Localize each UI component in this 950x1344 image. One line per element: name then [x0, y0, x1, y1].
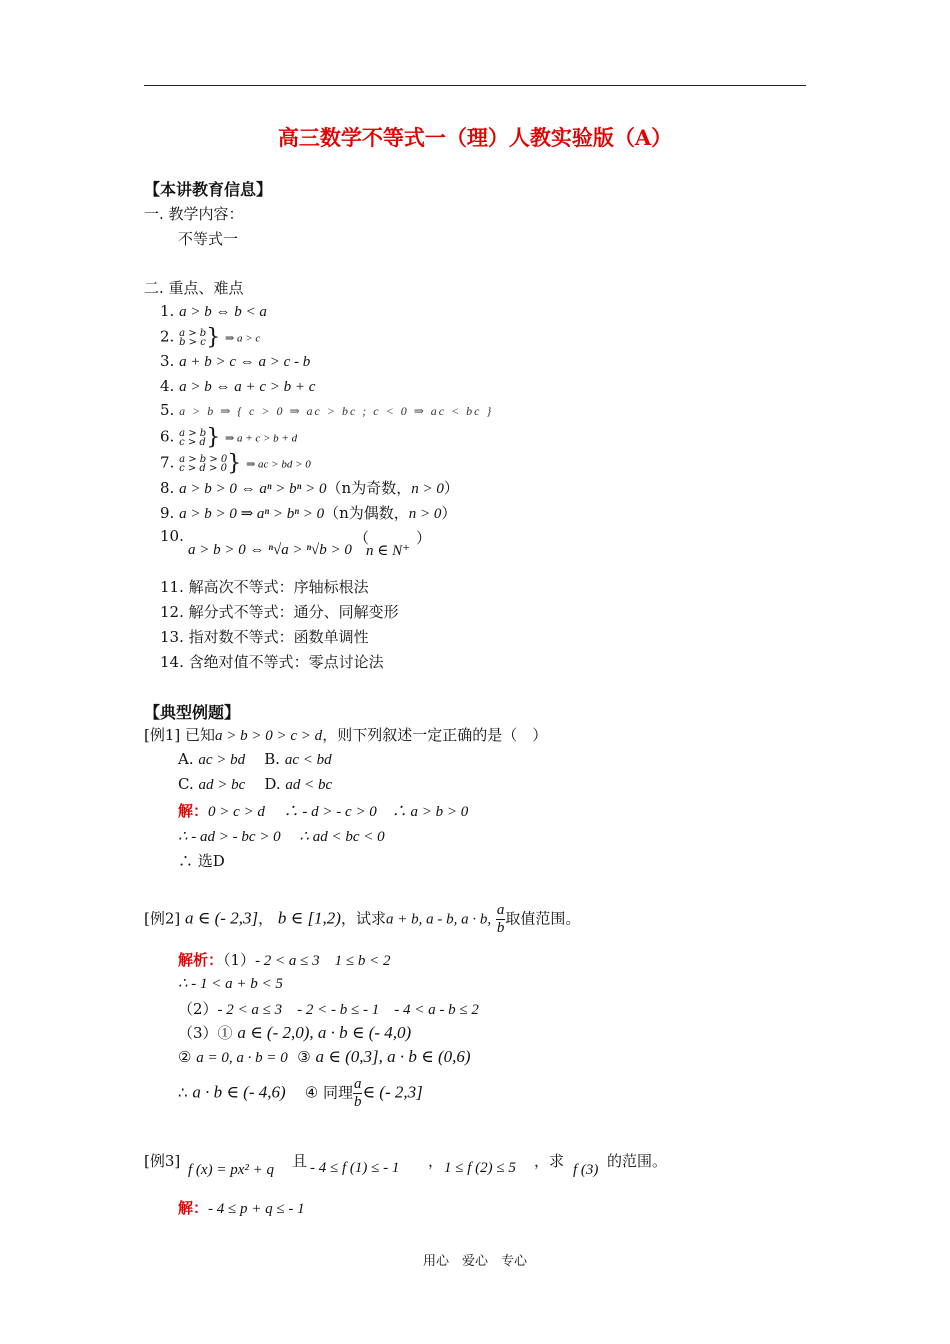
example-1-question: [例1] 已知a > b > 0 > c > d，则下列叙述一定正确的是（ ） [144, 726, 548, 744]
teaching-content: 不等式一 [178, 230, 239, 248]
example-1-options-ab: A. ac > bd B. ac < bd [178, 750, 332, 768]
page-footer: 用心 爱心 专心 [422, 1254, 527, 1269]
point-1-math: a > b ⇔ b < a [179, 304, 267, 320]
example-3-target: f (3) [573, 1162, 599, 1178]
example-3-solution: 解：- 4 ≤ p + q ≤ - 1 [178, 1199, 305, 1217]
point-10-note: n ∈ N⁺ [366, 543, 411, 559]
point-10-close: ） [416, 529, 432, 547]
point-10-number: 10. [160, 527, 184, 545]
example-1-solution-1: 解：0 > c > d ∴ - d > - c > 0 ∴ a > b > 0 [178, 802, 469, 820]
example-2-solution-6: ∴ a · b ∈ (- 4,6) ④ 同理 $\frac{a}{b}$ ∈ (- 2,3] [178, 1076, 423, 1110]
point-7: 7. a > b > 0 c > d > 0} ⇒ ac > bd > 0 [160, 451, 311, 476]
example-2-solution-1: 解析：（1）- 2 < a ≤ 3 1 ≤ b < 2 [178, 951, 391, 969]
point-5-math: a > b ⇒ { c > 0 ⇒ ac > bc ; c < 0 ⇒ ac < bc } [179, 404, 494, 418]
example-1-solution-3: ∴ 选D [178, 852, 225, 870]
example-3-condition-2: 1 ≤ f (2) ≤ 5 [444, 1160, 516, 1176]
point-14: 14. 含绝对值不等式：零点讨论法 [160, 653, 384, 671]
example-3-condition-1: - 4 ≤ f (1) ≤ - 1 [310, 1160, 400, 1176]
point-6: 6. a > b c > d} ⇒ a + c > b + d [160, 425, 298, 450]
example-2-solution-4: （3）① a ∈ (- 2,0), a · b ∈ (- 4,0) [178, 1023, 412, 1042]
page-title: 高三数学不等式一（理）人教实验版（A） [277, 125, 673, 150]
teaching-content-heading: 一. 教学内容： [144, 205, 244, 223]
section-heading-info: 【本讲教育信息】 [144, 180, 273, 199]
point-10-math: a > b > 0 ⇔ ⁿ√a > ⁿ√b > 0 [188, 542, 352, 558]
example-1-solution-2: ∴ - ad > - bc > 0 ∴ ad < bc < 0 [178, 829, 385, 845]
example-3-label: [例3] [144, 1152, 181, 1170]
point-4: 4. a > b ⇔ a + c > b + c [160, 377, 316, 395]
point-2: 2. a > b b > c} ⇒ a > c [160, 325, 261, 350]
point-12: 12. 解分式不等式：通分、同解变形 [160, 603, 399, 621]
example-1-options-cd: C. ad > bc D. ad < bc [178, 775, 333, 793]
point-8: 8. a > b > 0 ⇔ aⁿ > bⁿ > 0（n为奇数，n > 0） [160, 479, 459, 497]
section-heading-examples: 【典型例题】 [144, 703, 241, 722]
point-10-open: （ [354, 529, 370, 547]
example-2-fraction: $\frac{a}{b}$ [496, 902, 505, 936]
example-2-solution-fraction: $\frac{a}{b}$ [353, 1076, 362, 1110]
point-3: 3. a + b > c ⇔ a > c - b [160, 352, 311, 370]
example-3-ask: ，求 [534, 1152, 565, 1170]
point-9: 9. a > b > 0 ⇒ aⁿ > bⁿ > 0（n为偶数，n > 0） [160, 504, 457, 522]
example-2-solution-5: ② a = 0, a · b = 0 ③ a ∈ (0,3], a · b ∈ (0,6) [178, 1047, 471, 1066]
point-13: 13. 指对数不等式：函数单调性 [160, 628, 369, 646]
example-2-question: [例2] a ∈ (- 2,3]， b ∈ [1,2)，试求a + b, a - b, a · b, $\frac{a}{b}$ 取值范围。 [144, 902, 581, 936]
key-points-heading: 二. 重点、难点 [144, 279, 244, 297]
point-1: 1. a > b ⇔ b < a [160, 302, 267, 320]
example-3-ask-2: 的范围。 [607, 1152, 668, 1170]
example-3-and: 且 [292, 1152, 308, 1170]
example-3-function: f (x) = px² + q [188, 1162, 274, 1178]
example-2-solution-2: ∴ - 1 < a + b < 5 [178, 976, 283, 992]
point-11: 11. 解高次不等式：序轴标根法 [160, 578, 369, 596]
header-rule [144, 85, 806, 86]
example-2-solution-3: （2）- 2 < a ≤ 3 - 2 < - b ≤ - 1 - 4 < a - b ≤ 2 [178, 1000, 479, 1018]
point-5: 5. a > b ⇒ { c > 0 ⇒ ac > bc ; c < 0 ⇒ ac < bc } [160, 401, 494, 419]
point-2-system: a > b b > c [179, 327, 207, 348]
example-3-comma: ， [428, 1152, 444, 1170]
